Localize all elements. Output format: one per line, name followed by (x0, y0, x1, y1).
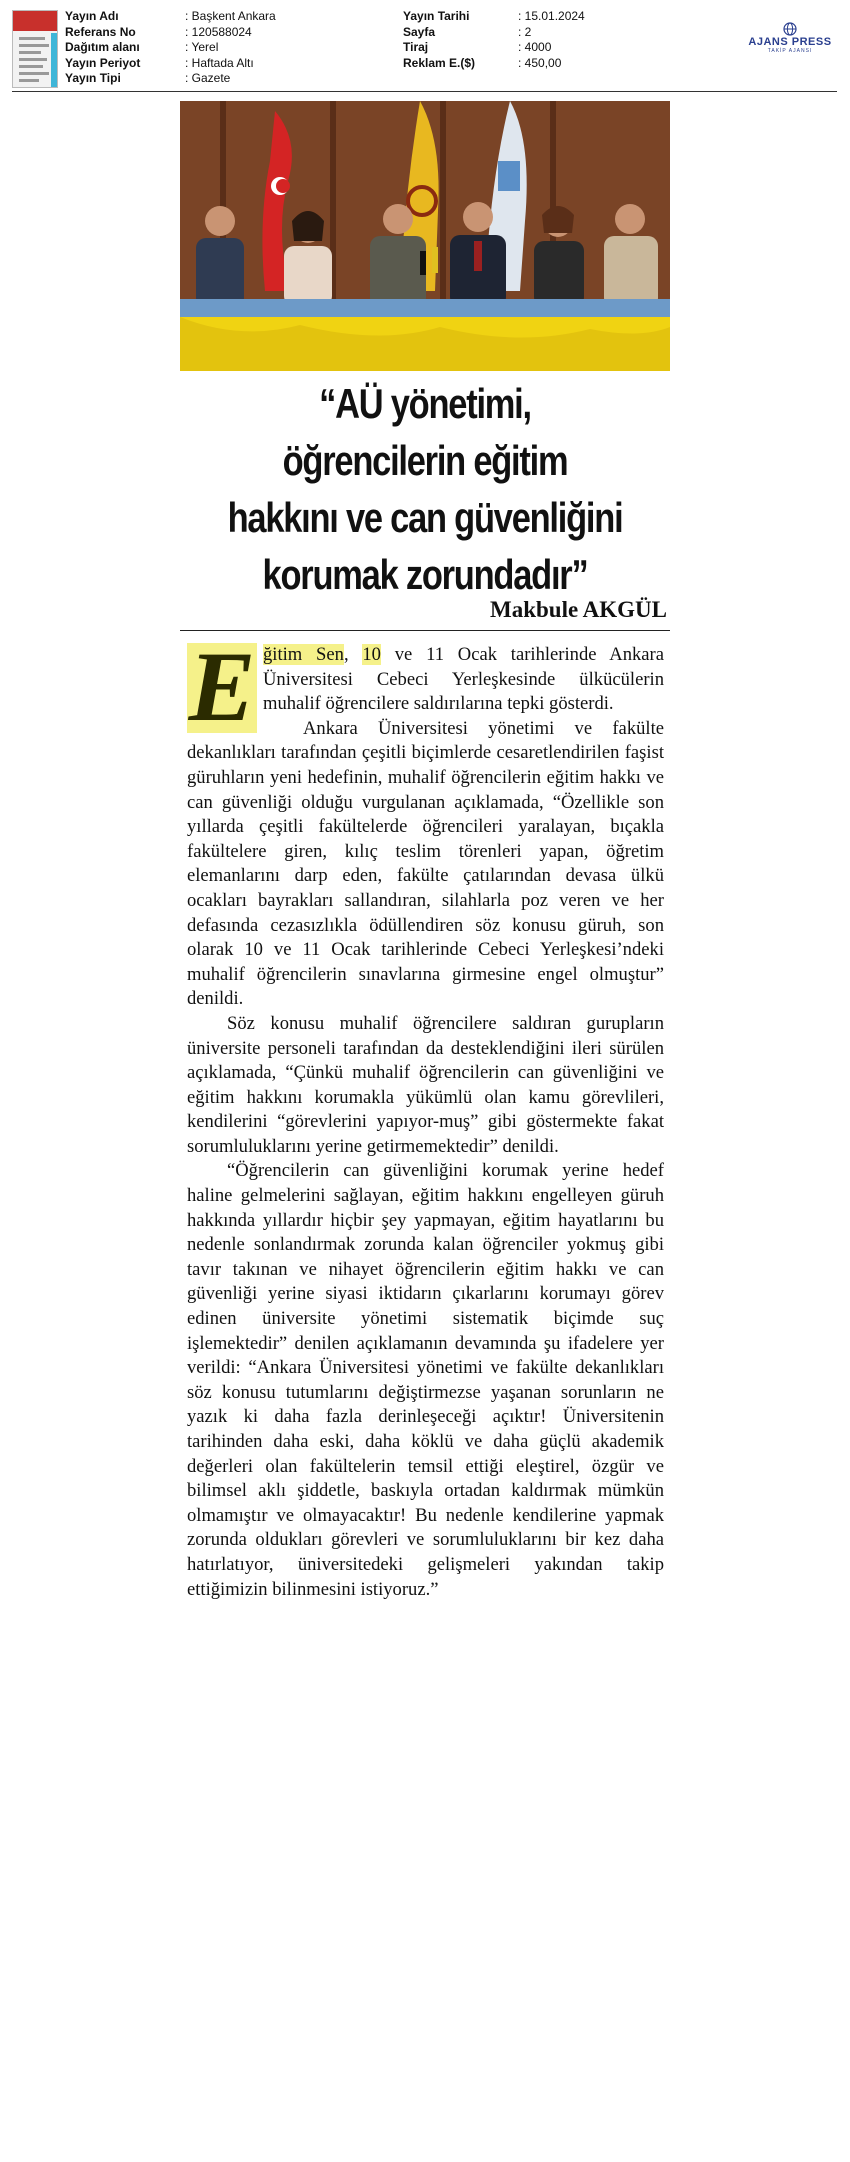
headline-line: “AÜ yönetimi, (319, 380, 531, 427)
lead-paragraph (187, 631, 664, 742)
clipping-header (0, 0, 850, 92)
meta-label: Reklam E.($) (403, 55, 476, 70)
meta-value: : Yerel (185, 40, 219, 54)
lead-separator: , (343, 644, 363, 665)
meta-value: : 15.01.2024 (518, 9, 585, 23)
logo-text: AJANS PRESS (748, 36, 832, 48)
meta-values-left (185, 9, 385, 87)
meta-value: : 450,00 (518, 55, 562, 70)
meta-label: Sayfa (403, 24, 436, 39)
headline-line: öğrencilerin eğitim (282, 437, 568, 484)
body-paragraph: Söz konusu muhalif öğrencilere saldıran gurupların üniversite personeli tarafından da desteklendiğini ileri sürülen açıklamada, “Çünkü muhalif öğrencilerin can güvenliğini ve eğitim hakkını korumakla yükümlü olan kamu görevlileri, kendilerini “görevlerini yapıyor-muş” gibi göstermekte fakat sorumluluklarını yerine getirmemektedir” denildi. (187, 1012, 664, 1157)
ajans-press-logo (745, 22, 835, 58)
article-headline (224, 375, 626, 603)
headline-line: hakkını ve can güvenliğini (227, 494, 623, 541)
meta-value: : 120588024 (185, 24, 252, 39)
drop-cap: E (188, 631, 256, 742)
headline-line: korumak zorundadır” (262, 551, 588, 598)
body-paragraph: “Öğrencilerin can güvenliğini korumak yerine hedef haline gelmelerini sağlayan, eğitim hakkını engelleyen güruh hakkında yıllardır hiçbir şey yapmayan, eğitim hayatlarını bu nedenle sonlandırmak zorunda kalan öğrenciler yokmuş gibi tavır takınan ve nihayet öğrencilerin eğitim hakkı ve can güvenliği yerine siyasi iktidarın çıkarlarını korumayı görev edinen üniversite yönetimi sistematik biçimde suç işlemektedir” denilen açıklamanın devamında şu ifadelere yer verildi: “Ankara Üniversitesi yönetimi ve fakülte dekanlıkları söz konusu tutumlarını değiştirmezse yaşanan sorunların ne yazık ki daha fazla derinleşeceği açıktır! Üniversitenin tarihinden daha eski, daha köklü ve daha güçlü akademik değerleri olan fakültelerin temsil ettiği eleştirel, özgür ve bilimsel aklı şiddetle, baskıyla ortadan kaldırmak mümkün olmamıştır ve olmayacaktır! Bu nedenle kendilerine yapmak zorunda oldukları görevleri ve sorumluluklarını bir kez daha hatırlatıyor, üniversitedeki gelişmeleri yakından takip ettiğimizin bilinmesini istiyoruz.” (187, 1160, 664, 1600)
header-divider (12, 91, 837, 92)
meta-label: Yayın Adı (65, 9, 119, 23)
meta-label: Yayın Tarihi (403, 9, 470, 23)
article-body (187, 631, 664, 1602)
meta-labels-right (403, 9, 518, 71)
highlighted-text: ğitim Sen (263, 644, 344, 665)
meta-value: : Gazete (185, 71, 231, 85)
body-paragraph: Ankara Üniversitesi yönetimi ve fakülte dekanlıkları tarafından çeşitli biçimlerde cesaretlendirilen faşist güruhların yeni hedefinin, muhalif öğrencilerin eğitim hakkı ve can güvenliği olduğu vurgulanan açıklamada, “Özellikle son yıllarda çeşitli fakültelerde öğrencileri yaralayan, bıçakla fakültelere giren, kılıç teslim törenleri yapan, öğretim elemanlarını darp eden, fakülte çatılarından devasa ülkü ocakları bayrakları sallandıran, silahlarla poz veren ve her defasında cezasızlıkla ödüllendiren söz konusu güruh, son olarak 10 ve 11 Ocak tarihlerinde Cebeci Yerleşkesi’ndeki muhalif öğrencilerin sınavlarına girmesine engel olmuştur” denildi. (187, 717, 664, 1010)
logo-subtext: TAKİP AJANSI (767, 48, 813, 54)
meta-values-right (518, 9, 618, 71)
highlighted-text: 10 (362, 644, 381, 665)
meta-value: : 4000 (518, 40, 552, 54)
meta-labels-left (65, 9, 185, 87)
meta-label: Referans No (65, 24, 136, 39)
meta-label: Yayın Periyot (65, 55, 141, 70)
newspaper-thumbnail (12, 10, 58, 88)
press-conference-photo (180, 101, 670, 371)
lead-text: ve 11 Ocak tarihlerinde Ankara Üniversitesi Cebeci Yerleşkesinde ülkücülerin muhalif öğrencilere saldırılarına tepki gösterdi. (263, 644, 664, 715)
meta-value: : 2 (518, 24, 532, 39)
meta-label: Tiraj (403, 40, 429, 54)
meta-label: Dağıtım alanı (65, 40, 140, 54)
meta-value: : Haftada Altı (185, 55, 254, 70)
meta-value: : Başkent Ankara (185, 9, 276, 23)
meta-label: Yayın Tipi (65, 71, 121, 85)
author-byline: Makbule AKGÜL (489, 597, 667, 622)
globe-icon (783, 22, 797, 36)
